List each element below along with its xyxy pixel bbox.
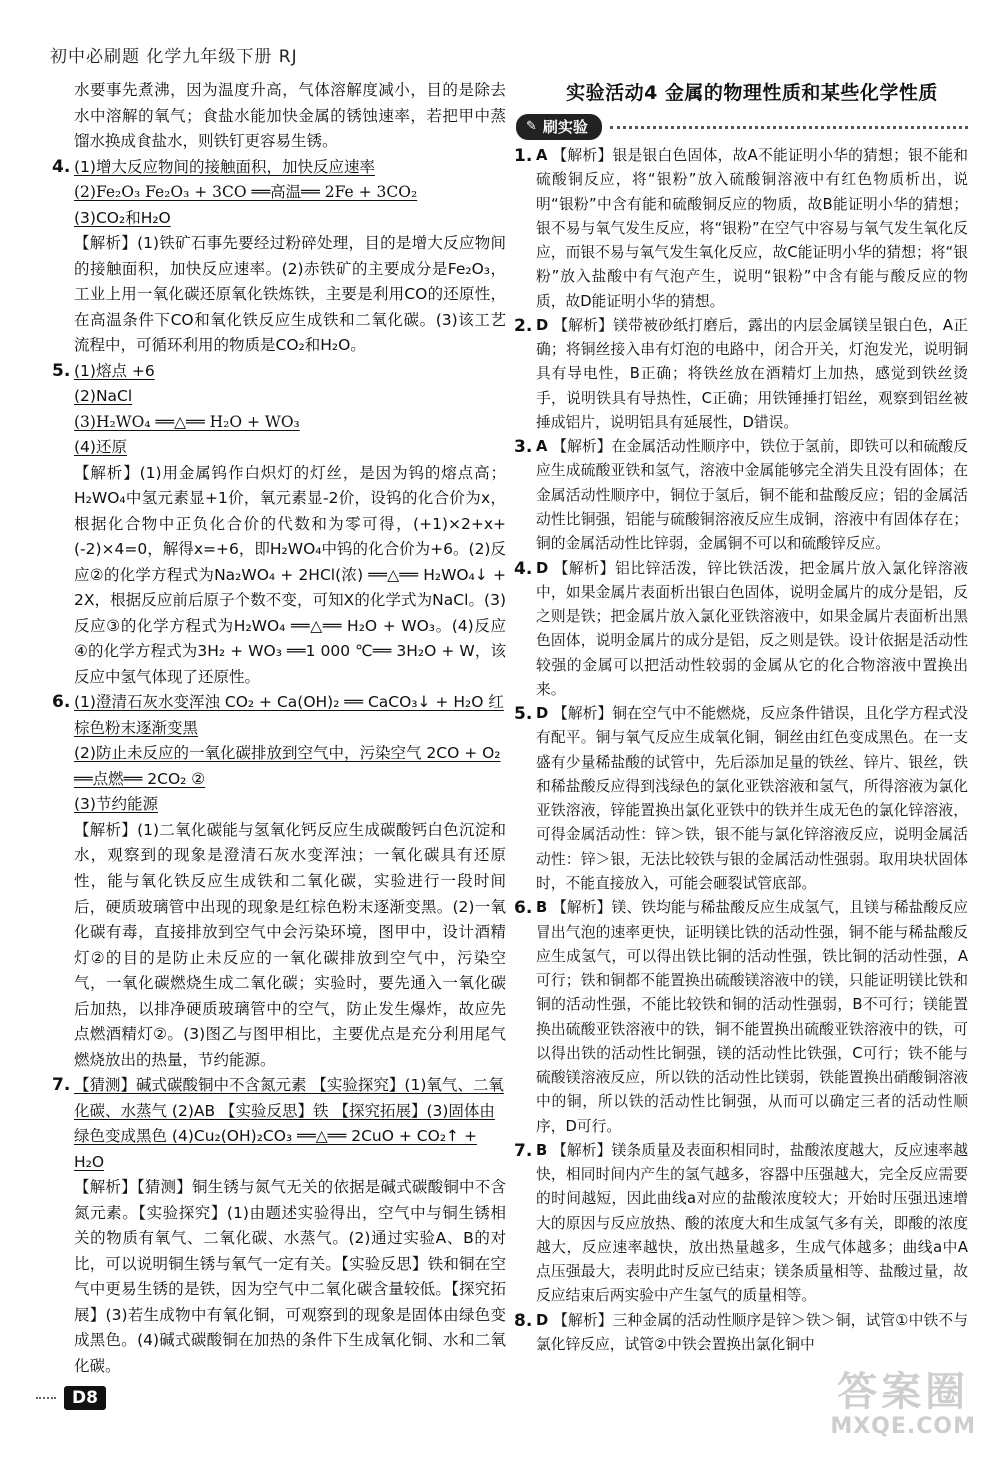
page-header: 初中必刷题 化学九年级下册 RJ xyxy=(50,47,298,67)
answer-letter: D xyxy=(536,559,549,577)
answer-line: (4)还原 xyxy=(74,438,127,457)
answer-line: (2)NaCl xyxy=(74,387,133,406)
question-4 xyxy=(52,155,506,359)
question-7-right xyxy=(514,1139,969,1309)
answer-text xyxy=(536,144,968,314)
explanation: 【解析】铝比锌活泼，锌比铁活泼，把金属片放入氯化锌溶液中，如果金属片表面析出银白色固体，说明金属片的成分是铝，反之则是铁；把金属片放入氯化亚铁溶液中，如果金属片表面析出黑色固体，说明金属片的成分是铝，反之则是铁。设计依据是活动性较强的金属可以把活动性较弱的金属从它的化合物溶液中置换出来。 xyxy=(536,559,968,698)
answer-line: (1)澄清石灰水变浑浊 CO₂ + Ca(OH)₂ ══ CaCO₃↓ + H₂O 红棕色粉末逐渐变黑 xyxy=(74,693,504,737)
question-number: 1. xyxy=(514,146,533,166)
explanation: 【解析】镁带被砂纸打磨后，露出的内层金属镁呈银白色，A正确；将铜丝接入串有灯泡的电路中，闭合开关，灯泡发光，说明铜具有导电性，B正确；将铁丝放在酒精灯上加热，感觉到铁丝烫手，说明铁具有导热性，C正确；用铁锤捶打铝丝，观察到铝丝被捶成铝片，说明铝具有延展性，D错误。 xyxy=(536,316,968,431)
explanation: 【解析】(1)二氧化碳能与氢氧化钙反应生成碳酸钙白色沉淀和水，观察到的现象是澄清石灰水变浑浊；一氧化碳具有还原性，能与氧化铁反应生成铁和二氧化碳，实验进行一段时间后，硬质玻璃管中出现的现象是红棕色粉末逐渐变黑。(2)一氧化碳有毒，直接排放到空气中会污染环境，图甲中，设计酒精灯②的目的是防止未反应的一氧化碳排放到空气中，污染空气，一氧化碳燃烧生成二氧化碳；实验时，要先通入一氧化碳后加热，以排净硬质玻璃管中的空气，防止发生爆炸，故应先点燃酒精灯②。(3)图乙与图甲相比，主要优点是充分利用尾气燃烧放出的热量，节约能源。 xyxy=(74,820,506,1069)
question-number: 6. xyxy=(514,898,533,919)
question-number: 3. xyxy=(514,437,533,458)
answer-line: (2)防止未反应的一氧化碳排放到空气中，污染空气 2CO + O₂ ══点燃══ 2CO₂ ② xyxy=(74,744,501,788)
answer-letter: A xyxy=(536,438,548,456)
answer-line: (3)H₂WO₄ ══△══ H₂O + WO₃ xyxy=(74,412,300,431)
answer-letter: A xyxy=(536,147,548,164)
answer-line: (3)CO₂和H₂O xyxy=(74,208,171,227)
question-number: 7. xyxy=(52,1075,71,1096)
question-number: 8. xyxy=(514,1310,533,1331)
question-2 xyxy=(514,314,968,435)
page-number xyxy=(36,1386,106,1410)
section-title: 实验活动4 金属的物理性质和某些化学性质 xyxy=(566,82,938,104)
explanation: 【解析】三种金属的活动性顺序是锌＞铁＞铜，试管①中铁不与氯化锌反应，试管②中铁会置换出氯化铜中 xyxy=(536,1311,968,1354)
answer-letter: B xyxy=(536,899,548,917)
page-number-dots xyxy=(36,1397,56,1399)
answer-text xyxy=(536,1139,968,1309)
explanation: 【解析】镁条质量及表面积相同时，盐酸浓度越大，反应速率越快，相同时间内产生的氢气越多，容器中压强越大，完全反应需要的时间越短，因此曲线a对应的盐酸浓度较大；开始时压强迅速增大的原因与反应放热、酸的浓度大和生成氢气多有关，即酸的浓度越大，反应速率越快，放出热量越多，生成气体越多；曲线a中A点压强最大，表明此时反应已结束；镁条质量相等、盐酸过量，故反应结束后两实验中产生氢气的质量相等。 xyxy=(536,1141,969,1305)
explanation: 【解析】(1)用金属钨作白炽灯的灯丝，是因为钨的熔点高；H₂WO₄中氢元素显+1价，氧元素显-2价，设钨的化合价为x，根据化合物中正负化合价的代数和为零可得，(+1)×2+x+(-2)×4=0，解得x=+6，即H₂WO₄中钨的化合价为+6。(2)反应②的化学方程式为Na₂WO₄ + 2HCl(浓) ══△══ H₂WO₄↓ + 2X，根据反应前后原子个数不变，可知X的化学式为NaCl。(3)反应③的化学方程式为H₂WO₄ ══△══ H₂O + WO₃。(4)反应④的化学方程式为3H₂ + WO₃ ══1 000 ℃══ 3H₂O + W，该反应中氢气体现了还原性。 xyxy=(74,463,506,686)
question-6 xyxy=(52,690,506,1073)
answer-text xyxy=(536,557,968,703)
watermark xyxy=(830,1370,976,1440)
explanation: 【解析】镁、铁均能与稀盐酸反应生成氢气，且镁与稀盐酸反应冒出气泡的速率更快，证明镁比铁的活动性强，铜不能与稀盐酸反应生成氢气，可以得出铁比铜的活动性强，铁比铜的活动性强，A可行；铁和铜都不能置换出硫酸镁溶液中的镁，只能证明镁比铁和铜的活动性强，不能比较铁和铜的活动性强弱，B不可行；镁能置换出硫酸亚铁溶液中的铁，铜不能置换出硫酸亚铁溶液中的铁，可以得出铁的活动性比铜强，镁的活动性比铁强，C可行；铁不能与硫酸镁溶液反应，所以铁的活动性比镁弱，铁能置换出硝酸铜溶液中的铜，所以铁的活动性比铜强，从而可以确定三者的活动性顺序，D可行。 xyxy=(536,899,969,1135)
explanation: 【解析】在金属活动性顺序中，铁位于氢前，即铁可以和硫酸反应生成硫酸亚铁和氢气，溶液中金属能够完全消失且没有固体；在金属活动性顺序中，铜位于氢后，铜不能和盐酸反应；铝的金属活动性比铜强，铝能与硫酸铜溶液反应生成铜，溶液中有固体存在；铜的金属活动性比锌弱，金属铜不可以和硫酸锌反应。 xyxy=(536,438,968,553)
answer-line: (1)增大反应物间的接触面积，加快反应速率 xyxy=(74,157,375,176)
section-badge-row xyxy=(516,114,968,140)
explanation: 【解析】铜在空气中不能燃烧，反应条件错误，且化学方程式没有配平。铜与氧气反应生成氧化铜，铜丝由红色变成黑色。在一支盛有少量稀盐酸的试管中，先后添加足量的铁丝、锌片、银丝，铁和稀盐酸反应得到浅绿色的氯化亚铁溶液和氢气，所得溶液为氯化亚铁溶液，锌能置换出氯化亚铁中的铁并生成无色的氯化锌溶液，可得金属活动性：锌＞铁，银不能与氯化锌溶液反应，说明金属活动性：锌＞银，无法比较铁与银的金属活动性强弱。取用块状固体时，不能直接放入，可能会砸裂试管底部。 xyxy=(536,705,968,892)
answer-line: (3)节约能源 xyxy=(74,795,158,814)
question-number: 5. xyxy=(514,704,533,725)
answer-letter: D xyxy=(536,705,549,723)
answer-text xyxy=(536,314,968,435)
question-number: 5. xyxy=(52,360,71,381)
answer-line: (1)熔点 +6 xyxy=(74,361,155,380)
watermark-title: 答案圈 xyxy=(837,1369,970,1415)
watermark-url: MXQE.COM xyxy=(830,1414,976,1439)
question-number: 2. xyxy=(514,315,533,336)
question-4-right xyxy=(514,557,968,703)
question-1 xyxy=(514,144,968,314)
dotted-divider xyxy=(610,126,968,129)
section-badge xyxy=(516,114,602,140)
question-8-right xyxy=(514,1309,968,1358)
answer-text xyxy=(536,702,968,896)
left-column xyxy=(52,78,506,1379)
page-number-label: D8 xyxy=(64,1386,106,1410)
answer-text xyxy=(536,1309,968,1358)
answer-line: (2)Fe₂O₃ Fe₂O₃ + 3CO ══高温══ 2Fe + 3CO₂ xyxy=(74,183,418,202)
answer-text xyxy=(536,435,968,556)
explanation: 【解析】银是银白色固体，故A不能证明小华的猜想；银不能和硫酸铜反应，将“银粉”放入硫酸铜溶液中有红色物质析出，说明“银粉”中含有能和硫酸铜反应的物质，故B能证明小华的猜想；银不易与氧气发生反应，将“银粉”在空气中容易与氧气发生氧化反应，而银不易与氧气发生氧化反应，故C能证明小华的猜想；将“银粉”放入盐酸中有气泡产生，说明“银粉”中含有能与酸反应的物质，故D能证明小华的猜想。 xyxy=(536,147,968,310)
question-5-right xyxy=(514,702,968,896)
intro-paragraph: 水要事先煮沸，因为温度升高，气体溶解度减小，目的是除去水中溶解的氧气；食盐水能加快金属的锈蚀速率，若把甲中蒸馏水换成食盐水，则铁钉更容易生锈。 xyxy=(74,81,506,151)
answer-letter: D xyxy=(536,1311,549,1329)
pen-icon: ✎ xyxy=(526,118,537,134)
question-number: 7. xyxy=(514,1140,533,1161)
question-7 xyxy=(52,1073,506,1379)
question-number: 4. xyxy=(514,558,533,579)
explanation: 【解析】【猜测】铜生锈与氮气无关的依据是碱式碳酸铜中不含氮元素。【实验探究】(1)由题述实验得出，空气中与铜生锈相关的物质有氧气、二氧化碳、水蒸气。(2)通过实验A、B的对比，可以说明铜生锈与氧气一定有关。【实验反思】铁和铜在空气中更易生锈的是铁，因为空气中二氧化碳含量较低。【探究拓展】(3)若生成物中有氧化铜，可观察到的现象是固体由绿色变成黑色。(4)碱式碳酸铜在加热的条件下生成氧化铜、水和二氧化碳。 xyxy=(74,1178,506,1375)
right-column xyxy=(514,78,969,1357)
question-number: 6. xyxy=(52,692,71,713)
answer-letter: D xyxy=(536,316,549,334)
question-3 xyxy=(514,435,968,556)
answer-letter: B xyxy=(536,1141,548,1159)
badge-label: 刷实验 xyxy=(542,117,588,136)
answer-text xyxy=(536,896,968,1139)
explanation: 【解析】(1)铁矿石事先要经过粉碎处理，目的是增大反应物间的接触面积，加快反应速率。(2)赤铁矿的主要成分是Fe₂O₃，工业上用一氧化碳还原氧化铁炼铁，主要是利用CO的还原性，在高温条件下CO和氧化铁反应生成铁和二氧化碳。(3)该工艺流程中，可循环利用的物质是CO₂和H₂O。 xyxy=(74,234,506,355)
question-6-right xyxy=(514,896,969,1139)
question-5 xyxy=(52,359,506,691)
question-number: 4. xyxy=(52,156,71,177)
answer-line: 【猜测】碱式碳酸铜中不含氮元素 【实验探究】(1)氧气、二氧化碳、水蒸气 (2)AB 【实验反思】铁 【探究拓展】(3)固体由绿色变成黑色 (4)Cu₂(OH)₂CO₃ ══△══ 2CuO + CO₂↑ + H₂O xyxy=(74,1076,504,1171)
